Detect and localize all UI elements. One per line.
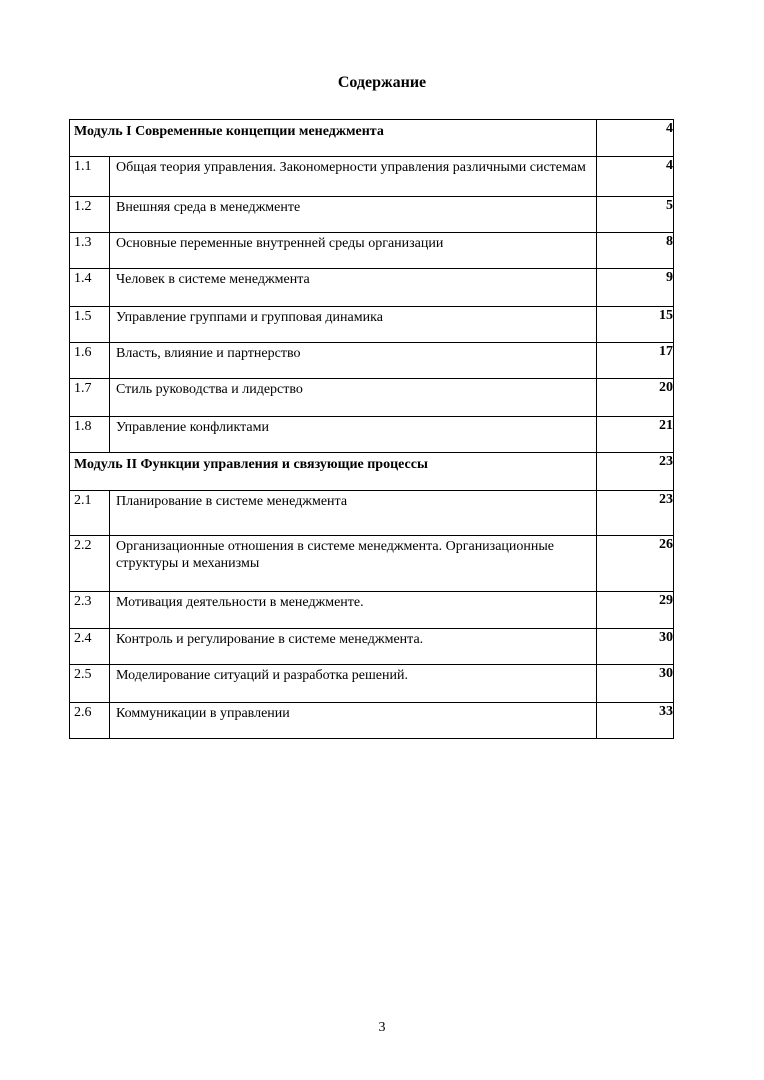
page-number: 3 xyxy=(378,1020,386,1035)
section-number: 2.3 xyxy=(74,594,92,609)
section-title: Мотивация деятельности в менеджменте. xyxy=(116,595,364,610)
section-page: 33 xyxy=(597,703,674,739)
section-title: Организационные отношения в системе менеджмента. Организационные структуры и механизмы xyxy=(116,539,555,571)
section-title: Контроль и регулирование в системе менеджмента. xyxy=(116,632,424,647)
section-title-cell xyxy=(110,629,597,665)
section-title: Планирование в системе менеджмента xyxy=(116,494,348,509)
section-title: Стиль руководства и лидерство xyxy=(116,382,303,397)
module-title-cell xyxy=(70,453,597,491)
section-number: 1.1 xyxy=(74,159,92,174)
module-page: 4 xyxy=(597,120,674,157)
section-page: 5 xyxy=(597,197,674,233)
section-number: 1.5 xyxy=(74,309,92,324)
section-row xyxy=(70,536,674,592)
section-title: Внешняя среда в менеджменте xyxy=(116,200,301,215)
section-row xyxy=(70,629,674,665)
page-title: Содержание xyxy=(337,74,427,91)
section-title: Человек в системе менеджмента xyxy=(116,272,310,287)
section-page: 23 xyxy=(597,491,674,536)
section-number-cell xyxy=(70,491,110,536)
section-title-cell xyxy=(110,157,597,197)
section-number-cell xyxy=(70,307,110,343)
section-page: 17 xyxy=(597,343,674,379)
section-number-cell xyxy=(70,629,110,665)
section-number: 2.1 xyxy=(74,493,92,508)
section-number: 2.4 xyxy=(74,631,92,646)
section-number: 2.2 xyxy=(74,538,92,553)
module-row xyxy=(70,453,674,491)
section-title-cell xyxy=(110,417,597,453)
section-page: 4 xyxy=(597,157,674,197)
module-title: Модуль I Современные концепции менеджмента xyxy=(74,124,384,139)
section-title: Основные переменные внутренней среды организации xyxy=(116,236,444,251)
section-number-cell xyxy=(70,592,110,629)
section-row xyxy=(70,417,674,453)
section-title-cell xyxy=(110,233,597,269)
section-page: 21 xyxy=(597,417,674,453)
section-number-cell xyxy=(70,343,110,379)
section-number-cell xyxy=(70,536,110,592)
section-title: Коммуникации в управлении xyxy=(116,706,290,721)
section-row xyxy=(70,491,674,536)
module-page: 23 xyxy=(597,453,674,491)
section-number-cell xyxy=(70,703,110,739)
section-title: Управление конфликтами xyxy=(116,420,269,435)
section-title-cell xyxy=(110,665,597,703)
section-title-cell xyxy=(110,379,597,417)
section-number: 1.7 xyxy=(74,381,92,396)
section-title-cell xyxy=(110,343,597,379)
section-title-cell xyxy=(110,307,597,343)
section-row xyxy=(70,379,674,417)
section-number-cell xyxy=(70,233,110,269)
section-row xyxy=(70,233,674,269)
section-title-cell xyxy=(110,269,597,307)
module-title: Модуль II Функции управления и связующие процессы xyxy=(74,457,428,472)
section-number: 1.4 xyxy=(74,271,92,286)
section-title: Власть, влияние и партнерство xyxy=(116,346,301,361)
section-page: 9 xyxy=(597,269,674,307)
section-number: 1.6 xyxy=(74,345,92,360)
section-number: 1.3 xyxy=(74,235,92,250)
section-row xyxy=(70,157,674,197)
section-page: 30 xyxy=(597,629,674,665)
section-page: 30 xyxy=(597,665,674,703)
section-row xyxy=(70,665,674,703)
section-row xyxy=(70,269,674,307)
section-number-cell xyxy=(70,157,110,197)
section-number-cell xyxy=(70,197,110,233)
section-page: 15 xyxy=(597,307,674,343)
module-row xyxy=(70,120,674,157)
section-number-cell xyxy=(70,417,110,453)
section-title-cell xyxy=(110,592,597,629)
section-number: 1.2 xyxy=(74,199,92,214)
module-title-cell xyxy=(70,120,597,157)
section-row xyxy=(70,703,674,739)
section-page: 8 xyxy=(597,233,674,269)
section-number-cell xyxy=(70,665,110,703)
section-number-cell xyxy=(70,379,110,417)
section-row xyxy=(70,197,674,233)
section-row xyxy=(70,592,674,629)
section-number: 2.5 xyxy=(74,667,92,682)
table-of-contents xyxy=(69,119,674,739)
section-title-cell xyxy=(110,197,597,233)
section-title: Общая теория управления. Закономерности управления различными системам xyxy=(116,160,586,175)
section-title: Управление группами и групповая динамика xyxy=(116,310,383,325)
section-title-cell xyxy=(110,491,597,536)
section-page: 29 xyxy=(597,592,674,629)
section-page: 20 xyxy=(597,379,674,417)
section-title-cell xyxy=(110,703,597,739)
section-title-cell xyxy=(110,536,597,592)
section-row xyxy=(70,343,674,379)
section-number: 2.6 xyxy=(74,705,92,720)
section-title: Моделирование ситуаций и разработка решений. xyxy=(116,668,408,683)
section-number: 1.8 xyxy=(74,419,92,434)
section-number-cell xyxy=(70,269,110,307)
section-row xyxy=(70,307,674,343)
section-page: 26 xyxy=(597,536,674,592)
